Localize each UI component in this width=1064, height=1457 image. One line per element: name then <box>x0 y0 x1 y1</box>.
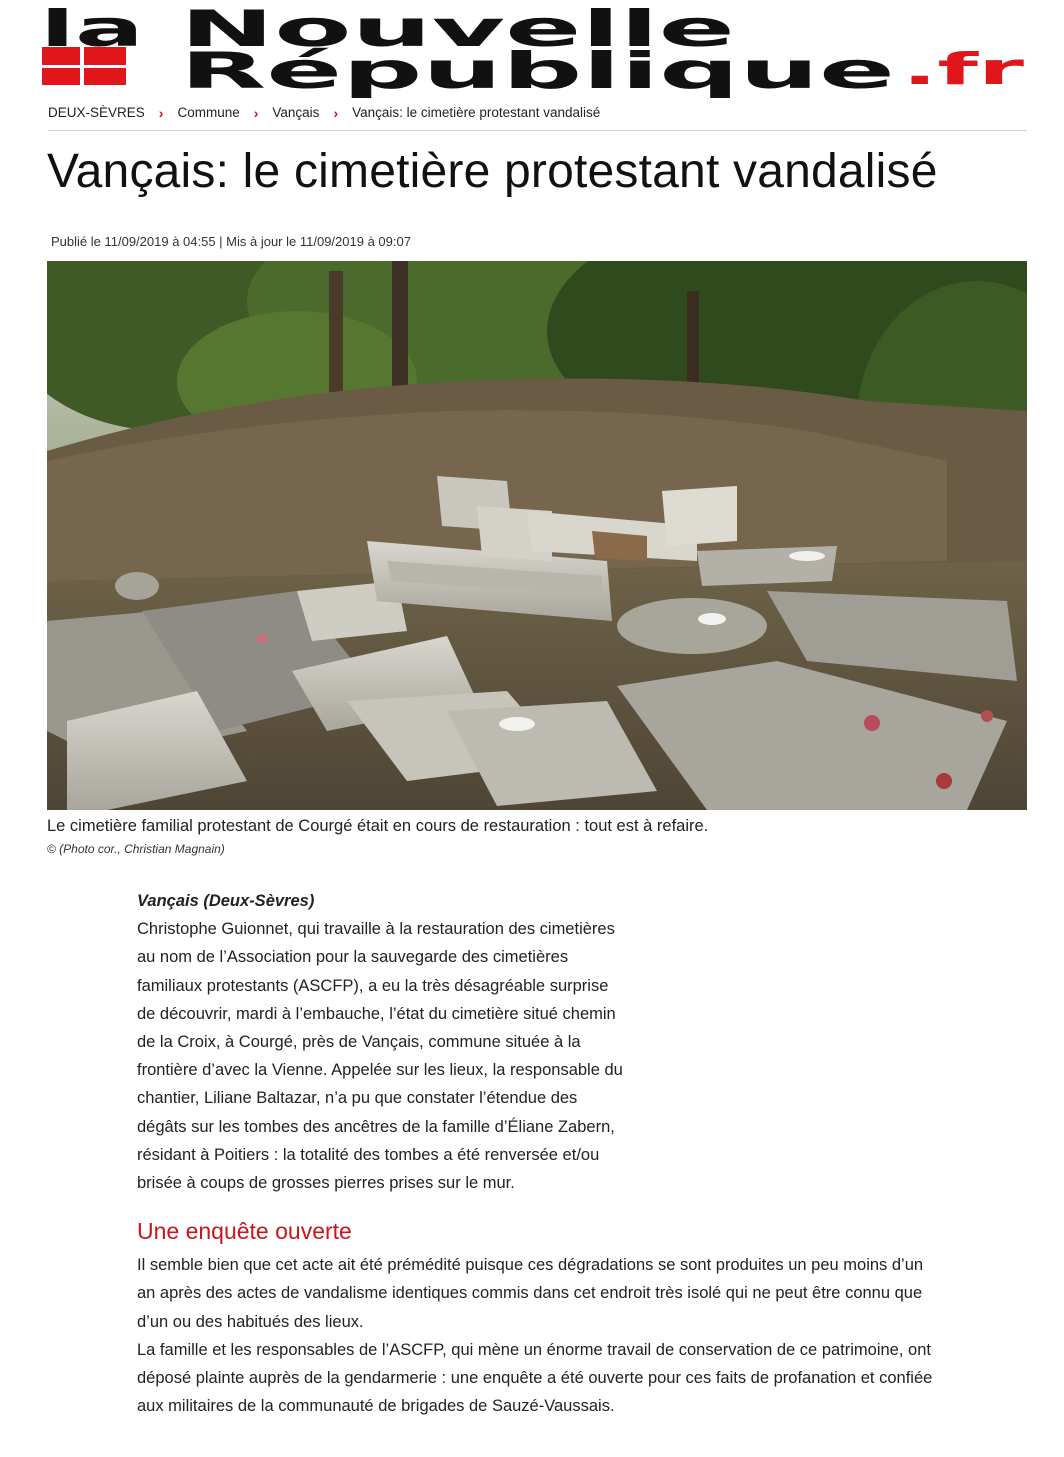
body-paragraph-2: La famille et les responsables de l’ASCFP, qui mène un énorme travail de conservation de ce patrimoine, ont déposé plainte auprès de la gendarmerie : une enquête a été ouverte pour ces faits de profanation et confiée aux militaires de la communauté de brigades de Sauzé-Vaussais. <box>137 1340 933 1416</box>
publication-date: Publié le 11/09/2019 à 04:55 | Mis à jour le 11/09/2019 à 09:07 <box>51 234 411 249</box>
breadcrumb-commune[interactable]: Commune <box>177 105 240 120</box>
breadcrumb-vancais[interactable]: Vançais <box>272 105 320 120</box>
logo-line2: République <box>180 42 895 98</box>
breadcrumb-deux-sevres[interactable]: DEUX-SÈVRES <box>48 105 145 120</box>
subheading: Une enquête ouverte <box>137 1218 352 1245</box>
chevron-right-icon: › <box>158 105 164 121</box>
logo-graphic <box>0 0 1064 98</box>
photo-credit: © (Photo cor., Christian Magnain) <box>47 842 225 856</box>
logo-suffix: .fr <box>902 44 1025 95</box>
logo-line1-b: Nouvelle <box>180 0 735 58</box>
article-title: Vançais: le cimetière protestant vandalisé <box>47 145 938 198</box>
body-paragraph-1: Il semble bien que cet acte ait été prémédité puisque ces dégradations se sont produites un peu moins d’un an après des actes de vandalisme identiques commis dans cet endroit très isolé qui ne peut être connu que d’un ou des habitués des lieux. <box>137 1256 924 1331</box>
breadcrumb <box>48 104 1027 131</box>
site-logo[interactable] <box>0 0 1064 98</box>
intro-paragraph <box>137 887 627 1197</box>
chevron-right-icon: › <box>333 105 339 121</box>
dateline: Vançais (Deux-Sèvres) <box>137 892 315 910</box>
cemetery-photo-illustration <box>47 261 1027 810</box>
article-body <box>137 887 937 1420</box>
chevron-right-icon: › <box>253 105 259 121</box>
photo-caption: Le cimetière familial protestant de Courgé était en cours de restauration : tout est à refaire. <box>47 817 709 835</box>
breadcrumb-current: Vançais: le cimetière protestant vandalisé <box>352 105 601 120</box>
article-photo[interactable] <box>47 261 1027 810</box>
intro-text: Christophe Guionnet, qui travaille à la restauration des cimetières au nom de l’Association pour la sauvegarde des cimetières familiaux protestants (ASCFP), a eu la très désagréable surprise de découvrir, mardi à l’embauche, l’état du cimetière situé chemin de la Croix, à Courgé, près de Vançais, commune située à la frontière d’avec la Vienne. Appelée sur les lieux, la responsable du chantier, Liliane Baltazar, n’a pu que constater l’étendue des dégâts sur les tombes des ancêtres de la famille d’Éliane Zabern, résidant à Poitiers : la totalité des tombes a été renversée et/ou brisée à coups de grosses pierres prises sur le mur. <box>137 920 623 1193</box>
logo-line1-a: la <box>40 0 144 58</box>
